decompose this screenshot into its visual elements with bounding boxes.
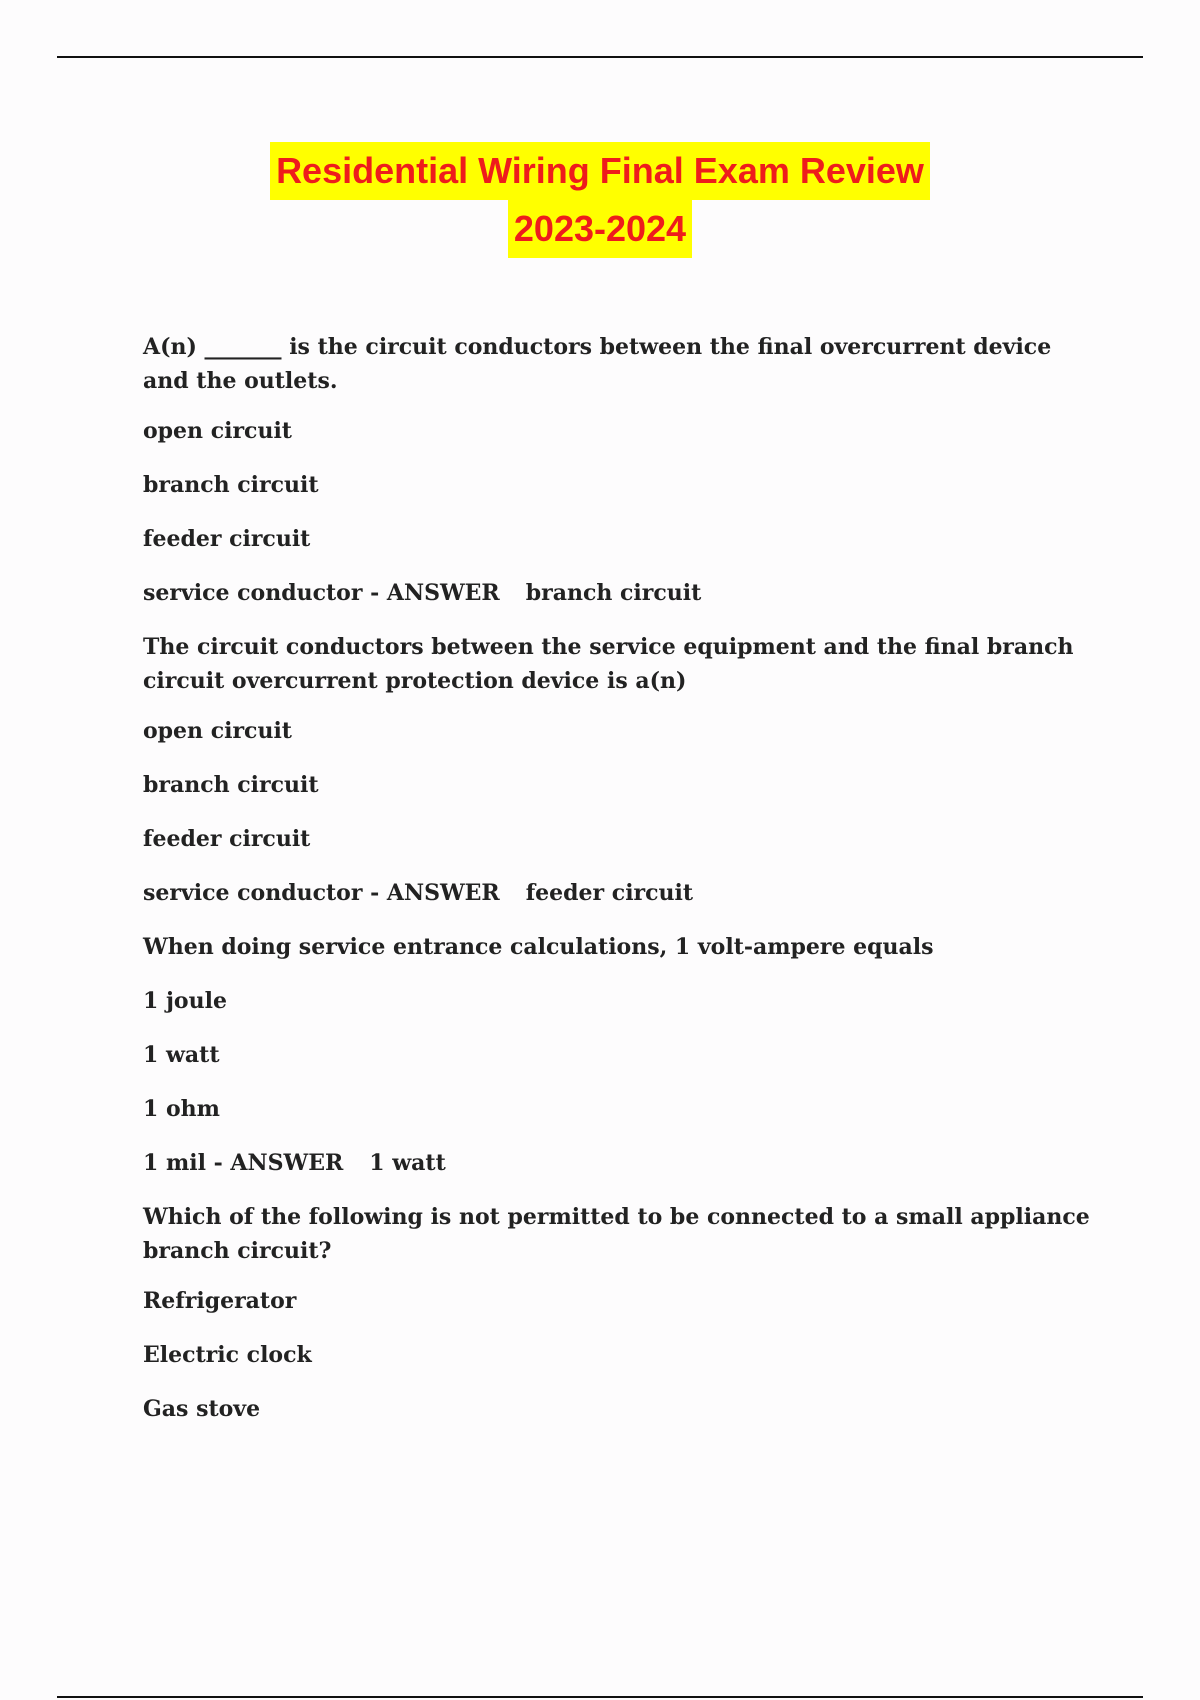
answer-option: open circuit — [143, 418, 292, 444]
answer-option: 1 watt — [143, 1042, 220, 1068]
answer-label: - ANSWER — [362, 580, 500, 606]
answer-label: - ANSWER — [205, 1150, 344, 1176]
answer-option: 1 ohm — [143, 1096, 220, 1122]
answer-line — [143, 576, 1103, 610]
answer-option: service conductor — [143, 580, 363, 606]
bottom-rule — [57, 1696, 1143, 1698]
answer-option: Refrigerator — [143, 1288, 297, 1314]
correct-answer: branch circuit — [525, 580, 702, 606]
correct-answer: 1 watt — [369, 1150, 446, 1176]
answer-option: Gas stove — [143, 1396, 261, 1422]
exam-content — [143, 330, 1103, 1446]
question-prompt: Which of the following is not permitted to be connected to a small appliance branch circuit? — [143, 1204, 1090, 1264]
answer-option: 1 joule — [143, 988, 227, 1014]
answer-option: feeder circuit — [143, 826, 311, 852]
question-prompt: When doing service entrance calculations, 1 volt-ampere equals — [143, 934, 934, 960]
answer-line — [143, 1146, 1103, 1180]
answer-option: service conductor — [143, 880, 363, 906]
answer-option: feeder circuit — [143, 526, 311, 552]
question-prompt: A(n) _______ is the circuit conductors between the final overcurrent device and the outlets. — [143, 334, 1052, 394]
answer-option: branch circuit — [143, 772, 319, 798]
answer-option: open circuit — [143, 718, 292, 744]
title-line-1: Residential Wiring Final Exam Review — [270, 142, 930, 200]
answer-label: - ANSWER — [362, 880, 500, 906]
answer-option: Electric clock — [143, 1342, 312, 1368]
correct-answer: feeder circuit — [525, 880, 694, 906]
title-line-2: 2023-2024 — [508, 200, 692, 258]
document-title — [0, 142, 1200, 258]
answer-option: branch circuit — [143, 472, 319, 498]
question-prompt: The circuit conductors between the service equipment and the final branch circuit overcurrent protection device is a(n) — [143, 634, 1074, 694]
answer-option: 1 mil — [143, 1150, 206, 1176]
answer-line — [143, 876, 1103, 910]
top-rule — [57, 56, 1143, 58]
